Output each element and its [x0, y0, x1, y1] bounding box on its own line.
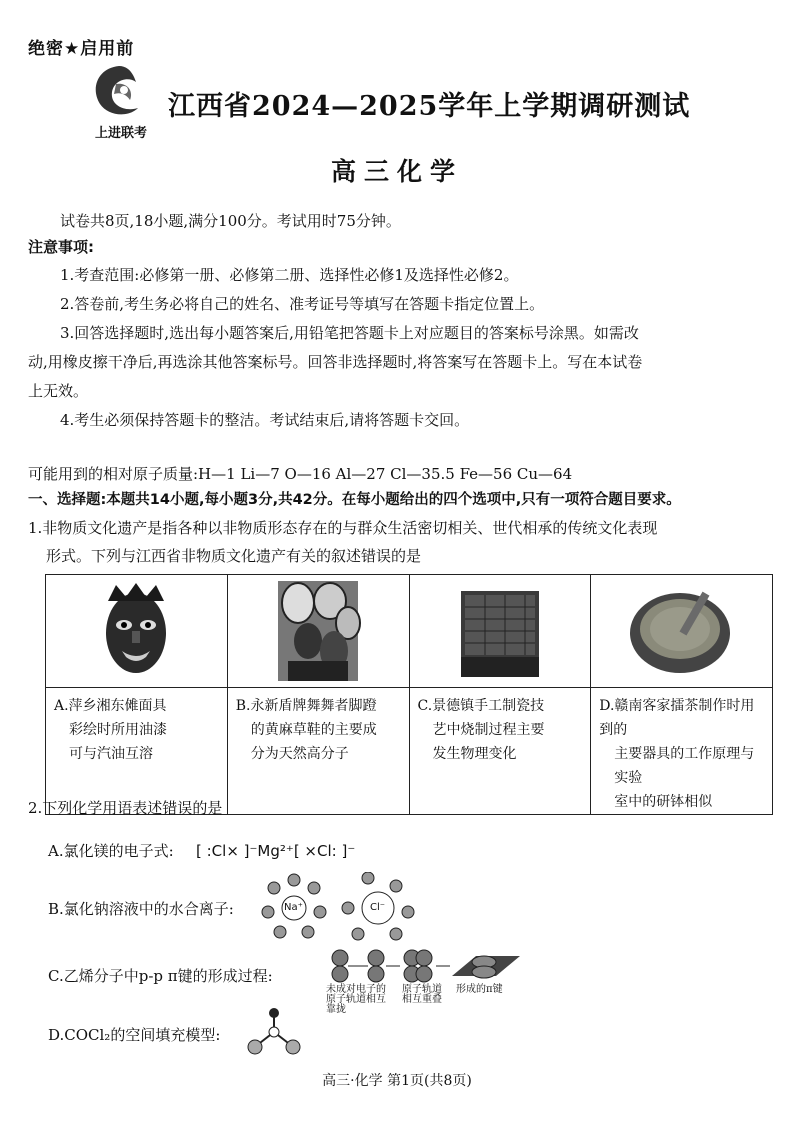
- q1-option-d-line1: D.赣南客家擂茶制作时用到的: [599, 698, 755, 738]
- q1-option-d-line2: 主要器具的工作原理与实验: [614, 746, 755, 786]
- exam-summary: 试卷共8页,18小题,满分100分。考试用时75分钟。: [60, 212, 401, 230]
- q2-option-d-label: D.COCl₂的空间填充模型:: [48, 1026, 221, 1044]
- page-footer: 高三·化学 第1页(共8页): [322, 1073, 472, 1089]
- pi-caption-2: 原子轨道相互重叠: [402, 984, 442, 1005]
- q2-option-c-label: C.乙烯分子中p-p π键的形成过程:: [48, 967, 273, 985]
- lei-tea-bowl-image: [591, 575, 773, 688]
- shield-dance-image: [227, 575, 409, 688]
- q1-option-d: [591, 688, 773, 815]
- q2-stem: 2.下列化学用语表述错误的是: [28, 799, 223, 817]
- q1-option-b-line1: B.永新盾牌舞舞者脚蹬: [235, 698, 377, 714]
- q1-option-b: [227, 688, 409, 815]
- note-3: 3.回答选择题时,选出每小题答案后,用铅笔把答题卡上对应题目的答案标号涂黑。如需改: [60, 324, 639, 342]
- cocl2-model-diagram: [244, 1006, 304, 1062]
- cl-ion-label: Cl⁻: [370, 902, 386, 913]
- atomic-masses: 可能用到的相对原子质量:H—1 Li—7 O—16 Al—27 Cl—35.5 Fe—56 Cu—64: [28, 465, 573, 483]
- pi-caption-1: 未成对电子的原子轨道相互靠拢: [326, 984, 386, 1015]
- pi-bond-diagram: [326, 948, 522, 988]
- q1-option-c-line2: 艺中烧制过程主要: [432, 722, 545, 738]
- logo-text: 上进联考: [94, 126, 147, 141]
- q1-option-a: [46, 688, 228, 815]
- note-2: 2.答卷前,考生务必将自己的姓名、准考证号等填写在答题卡指定位置上。: [60, 295, 545, 313]
- q2-option-a-label: A.氯化镁的电子式:: [48, 842, 174, 860]
- q1-stem-line1: 1.非物质文化遗产是指各种以非物质形态存在的与群众生活密切相关、世代相承的传统文化表现: [28, 519, 658, 537]
- exam-title: 江西省2024—2025学年上学期调研测试: [168, 91, 691, 122]
- q1-option-c-line1: C.景德镇手工制瓷技: [417, 698, 545, 714]
- confidential-label: 绝密★启用前: [28, 39, 135, 59]
- hydrated-ions-diagram: [258, 872, 418, 946]
- q2-option-a-formula: [ :Cl× ]⁻Mg²⁺[ ×Cl: ]⁻: [196, 842, 356, 860]
- q1-option-c: [409, 688, 591, 815]
- q1-option-b-line3: 分为天然高分子: [250, 746, 349, 762]
- notice-heading: 注意事项:: [28, 238, 94, 256]
- nuo-mask-image: [46, 575, 228, 688]
- na-ion-label: Na⁺: [284, 902, 303, 913]
- q1-options-table: [45, 574, 773, 815]
- q2-option-b-label: B.氯化钠溶液中的水合离子:: [48, 900, 234, 918]
- note-1: 1.考查范围:必修第一册、必修第二册、选择性必修1及选择性必修2。: [60, 266, 519, 284]
- porcelain-kiln-image: [409, 575, 591, 688]
- q1-option-a-line2: 彩绘时所用油漆: [69, 722, 167, 738]
- subject-title: 高三化学: [330, 157, 463, 186]
- q1-option-a-line3: 可与汽油互溶: [69, 746, 153, 762]
- q1-option-a-line1: A.萍乡湘东傩面具: [54, 698, 167, 714]
- note-3-cont: 动,用橡皮擦干净后,再选涂其他答案标号。回答非选择题时,将答案写在答题卡上。写在本试卷: [28, 353, 643, 371]
- note-4: 4.考生必须保持答题卡的整洁。考试结束后,请将答题卡交回。: [60, 411, 470, 429]
- q1-option-b-line2: 的黄麻草鞋的主要成: [250, 722, 377, 738]
- pi-caption-3: 形成的π键: [456, 984, 503, 995]
- q1-stem-line2: 形式。下列与江西省非物质文化遗产有关的叙述错误的是: [46, 547, 422, 565]
- q1-option-d-line3: 室中的研钵相似: [614, 794, 713, 810]
- note-3-end: 上无效。: [28, 382, 89, 400]
- q1-option-c-line3: 发生物理变化: [432, 746, 517, 762]
- section-1-heading: 一、选择题:本题共14小题,每小题3分,共42分。在每小题给出的四个选项中,只有一项符合题目要求。: [28, 492, 681, 508]
